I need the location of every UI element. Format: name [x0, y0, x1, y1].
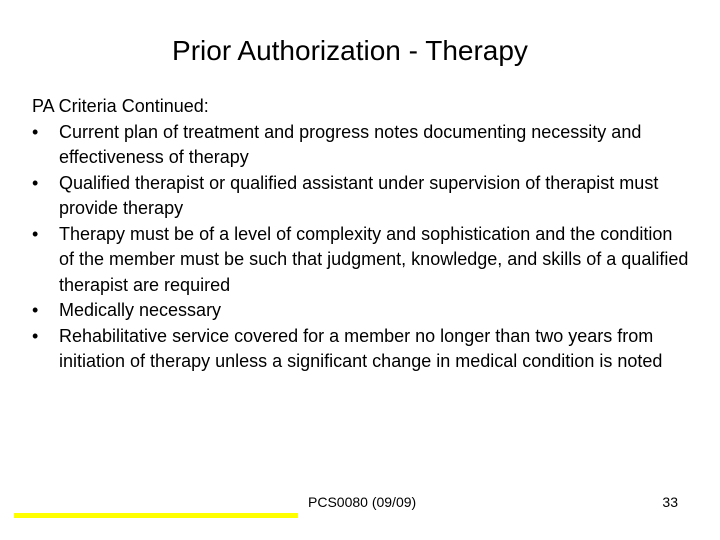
- list-item-text: Therapy must be of a level of complexity and sophistication and the condition of the member must be such that judgment, knowledge, and skills of a qualified therapist are required: [59, 223, 689, 295]
- bullet-icon: •: [32, 121, 39, 142]
- list-item: [32, 324, 692, 375]
- criteria-intro: PA Criteria Continued:: [32, 96, 209, 116]
- slide-title: Prior Authorization - Therapy: [172, 35, 528, 66]
- bullet-icon: •: [32, 172, 39, 193]
- bullet-icon: •: [32, 300, 39, 320]
- list-item: [32, 298, 692, 324]
- footer-rule: [14, 513, 298, 518]
- list-item: [32, 171, 692, 222]
- list-item: [32, 120, 692, 171]
- footer-code: PCS0080 (09/09): [308, 494, 417, 510]
- list-item-text: Medically necessary: [59, 300, 222, 320]
- slide-content: [32, 94, 692, 375]
- bullet-icon: •: [32, 325, 39, 346]
- page-number: 33: [662, 494, 678, 510]
- list-item-text: Current plan of treatment and progress notes documenting necessity and effectiveness of therapy: [59, 121, 642, 167]
- list-item: [32, 222, 692, 299]
- bullet-icon: •: [32, 223, 39, 244]
- list-item-text: Rehabilitative service covered for a member no longer than two years from initiation of therapy unless a significant change in medical condition is noted: [59, 325, 663, 371]
- list-item-text: Qualified therapist or qualified assistant under supervision of therapist must provide therapy: [59, 172, 659, 218]
- criteria-list: [32, 120, 692, 375]
